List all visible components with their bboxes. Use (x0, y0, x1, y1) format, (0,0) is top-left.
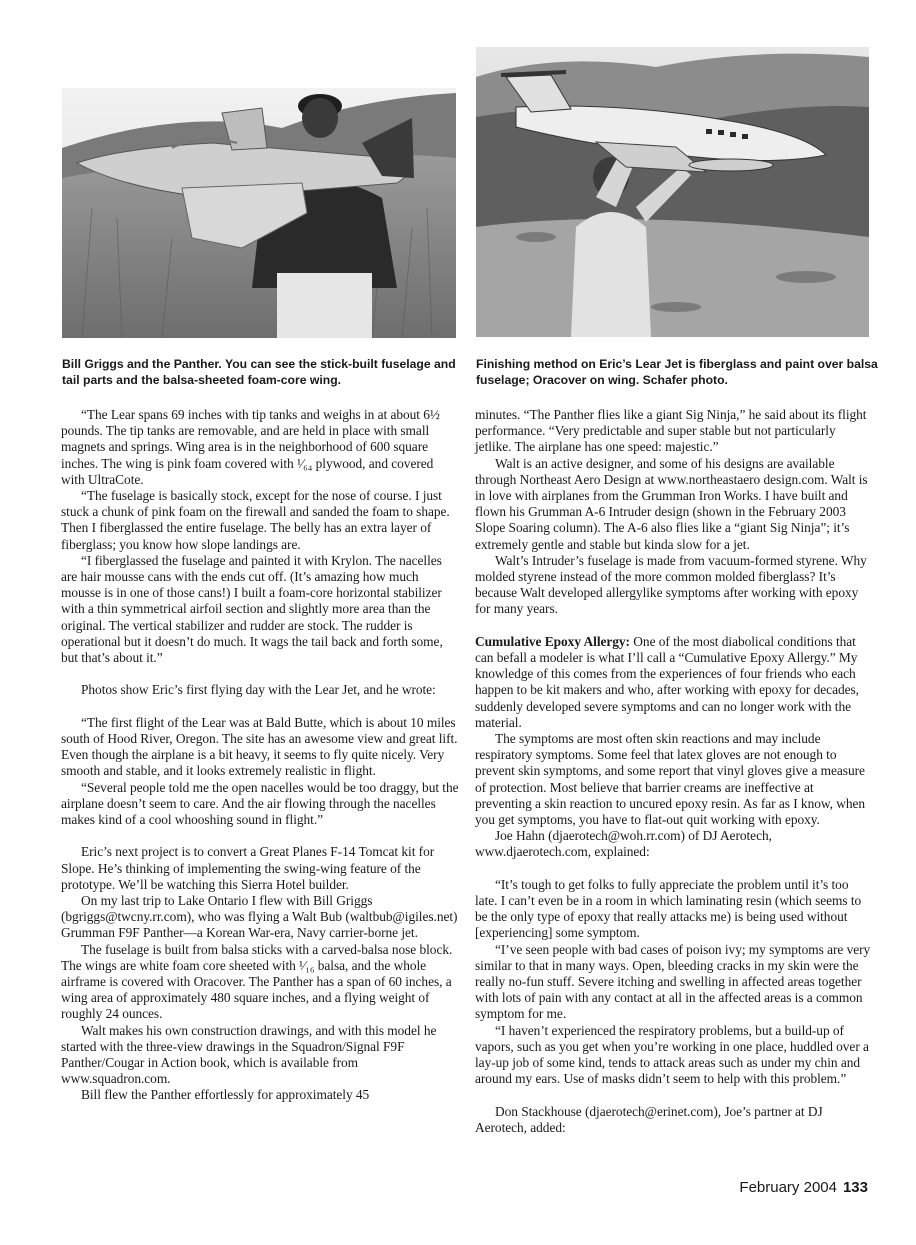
lear-jet-photo-illustration (476, 47, 869, 337)
paragraph: Photos show Eric’s first flying day with the Lear Jet, and he wrote: (81, 682, 436, 698)
paragraph: “Several people told me the open nacelles would be too draggy, but the airplane doesn’t seem to care. And the air flowing through the nacelles makes kind of a cool whooshing sound in flight.” (61, 779, 459, 828)
paragraph: “The fuselage is basically stock, except for the nose of course. I just stuck a chunk of pink foam on the firewall and sanded the foam to shape. Then I fiberglassed the entire fuselage. The belly has an extra layer of fiberglass; you know how slope landings are. (61, 488, 450, 552)
article-right-column (475, 407, 873, 1136)
paragraph: Bill flew the Panther effortlessly for approximately 45 (81, 1087, 370, 1103)
paragraph: “The Lear spans 69 inches with tip tanks and weighs in at about 6½ pounds. The tip tanks are removable, and are held in place with small magnets and springs. Wing area is in the neighborhood of 600 square inches. The wing is pink foam covered with ¹⁄₆₄ plywood, and covered with UltraCote. (61, 407, 440, 487)
paragraph: Don Stackhouse (djaerotech@erinet.com), Joe’s partner at DJ Aerotech, added: (475, 1103, 823, 1135)
paragraph-with-subhead (475, 634, 873, 731)
caption-lear-jet: Finishing method on Eric’s Lear Jet is fiberglass and paint over balsa fuselage; Oracover on wing. Schafer photo. (476, 357, 878, 387)
article-left-column (61, 407, 459, 1104)
issue-date: February 2004 (739, 1179, 837, 1196)
photo-lear-jet (476, 47, 869, 337)
photo-panther (62, 88, 456, 338)
paragraph: “I fiberglassed the fuselage and painted it with Krylon. The nacelles are hair mousse cans with the ends cut off. (It’s amazing how much mousse is in one of those cans!) I built a foam-core horizontal stabilizer with a thin symmetrical airfoil section and slightly more area than the original. The vertical stabilizer and rudder are stock. The rudder is operational but it doesn’t do much. It wags the tail back and forth some, but that’s about it.” (61, 552, 443, 666)
paragraph: Walt is an active designer, and some of his designs are available through Northeast Aero Design at www.northeastaero design.com. Walt is in love with airplanes from the Grumman Iron Works. I have built and flown his Grumman A-6 Intruder design (shown in the February 2003 Slope Soaring column). The A-6 also flies like a “giant Sig Ninja”; it’s extremely gentle and stable but kinda slow for a jet. (475, 455, 868, 552)
paragraph: Eric’s next project is to convert a Great Planes F-14 Tomcat kit for Slope. He’s thinking of implementing the swing-wing feature of the prototype. We’ll be watching this Sierra Hotel builder. (61, 844, 435, 892)
paragraph: “It’s tough to get folks to fully appreciate the problem until it’s too late. I can’t even be in a room in which laminating resin (which seems to be the only type of epoxy that really attacks me) is being used without [experiencing] some symptom. (475, 876, 862, 941)
panther-photo-illustration (62, 88, 456, 338)
page-number: 133 (842, 1179, 868, 1196)
paragraph-text: One of the most diabolical conditions that can befall a modeler is what I’ll call a “Cumulative Epoxy Allergy.” My knowledge of this comes from the experiences of four friends who each happen to be kit makers and who, after working with epoxy for decades, suddenly developed severe symptoms and can no longer work with the material. (475, 633, 859, 730)
paragraph: “The first flight of the Lear was at Bald Butte, which is about 10 miles south of Hood River, Oregon. The site has an awesome view and great lift. Even though the airplane is a bit heavy, it seems to fly quite nicely. Very smooth and stable, and it looks extremely realistic in flight. (61, 714, 458, 779)
paragraph: Walt makes his own construction drawings, and with this model he started with the three-view drawings in the Squadron/Signal F9F Panther/Cougar in Action book, which is available from www.squadron.com. (61, 1022, 437, 1087)
paragraph: Walt’s Intruder’s fuselage is made from vacuum-formed styrene. Why molded styrene instead of the more common molded fiberglass? It’s because Walt developed allergylike symptoms after working with epoxy for many years. (475, 552, 867, 617)
paragraph: minutes. “The Panther flies like a giant Sig Ninja,” he said about its flight performance. “Very predictable and super stable but not particularly jetlike. The airplane has one speed: majestic.” (475, 407, 867, 455)
paragraph: On my last trip to Lake Ontario I flew with Bill Griggs (bgriggs@twcny.rr.com), who was flying a Walt Bub (waltbub@igiles.net) Grumman F9F Panther—a Korean War-era, Navy carrier-borne jet. (61, 893, 458, 941)
paragraph: “I’ve seen people with bad cases of poison ivy; my symptoms are very similar to that in many ways. Open, bleeding cracks in my skin were the really no-fun stuff. Severe itching and swelling in affected areas together with lots of pain with any contact at all in the affected areas is a common symptom for me. (475, 941, 871, 1022)
caption-panther: Bill Griggs and the Panther. You can see the stick-built fuselage and tail parts and the balsa-sheeted foam-core wing. (62, 357, 456, 387)
paragraph: “I haven’t experienced the respiratory problems, but a build-up of vapors, such as you get when you’re working in one place, huddled over a lay-up job of some kind, tends to attack areas such as under my chin and around my ears. Use of masks didn’t seem to help with this problem.” (475, 1022, 869, 1087)
paragraph: Joe Hahn (djaerotech@woh.rr.com) of DJ Aerotech, www.djaerotech.com, explained: (475, 828, 772, 860)
paragraph: The symptoms are most often skin reactions and may include respiratory symptoms. Some feel that latex gloves are not enough to prevent skin symptoms, and some report that vinyl gloves give a measure of protection. Most believe that barrier creams are ineffective at preventing a skin reaction to uncured epoxy resin. As far as I know, when you get symptoms, you have to flat-out quit working with epoxy. (475, 731, 866, 828)
page-footer (739, 1179, 868, 1196)
paragraph: The fuselage is built from balsa sticks with a carved-balsa nose block. The wings are white foam core sheeted with ¹⁄₁₆ balsa, and the whole airframe is covered with Oracover. The Panther has a span of 60 inches, a wing area of approximately 480 square inches, and a flying weight of roughly 24 ounces. (61, 941, 453, 1022)
subhead-cumulative-epoxy-allergy: Cumulative Epoxy Allergy: (475, 633, 630, 649)
